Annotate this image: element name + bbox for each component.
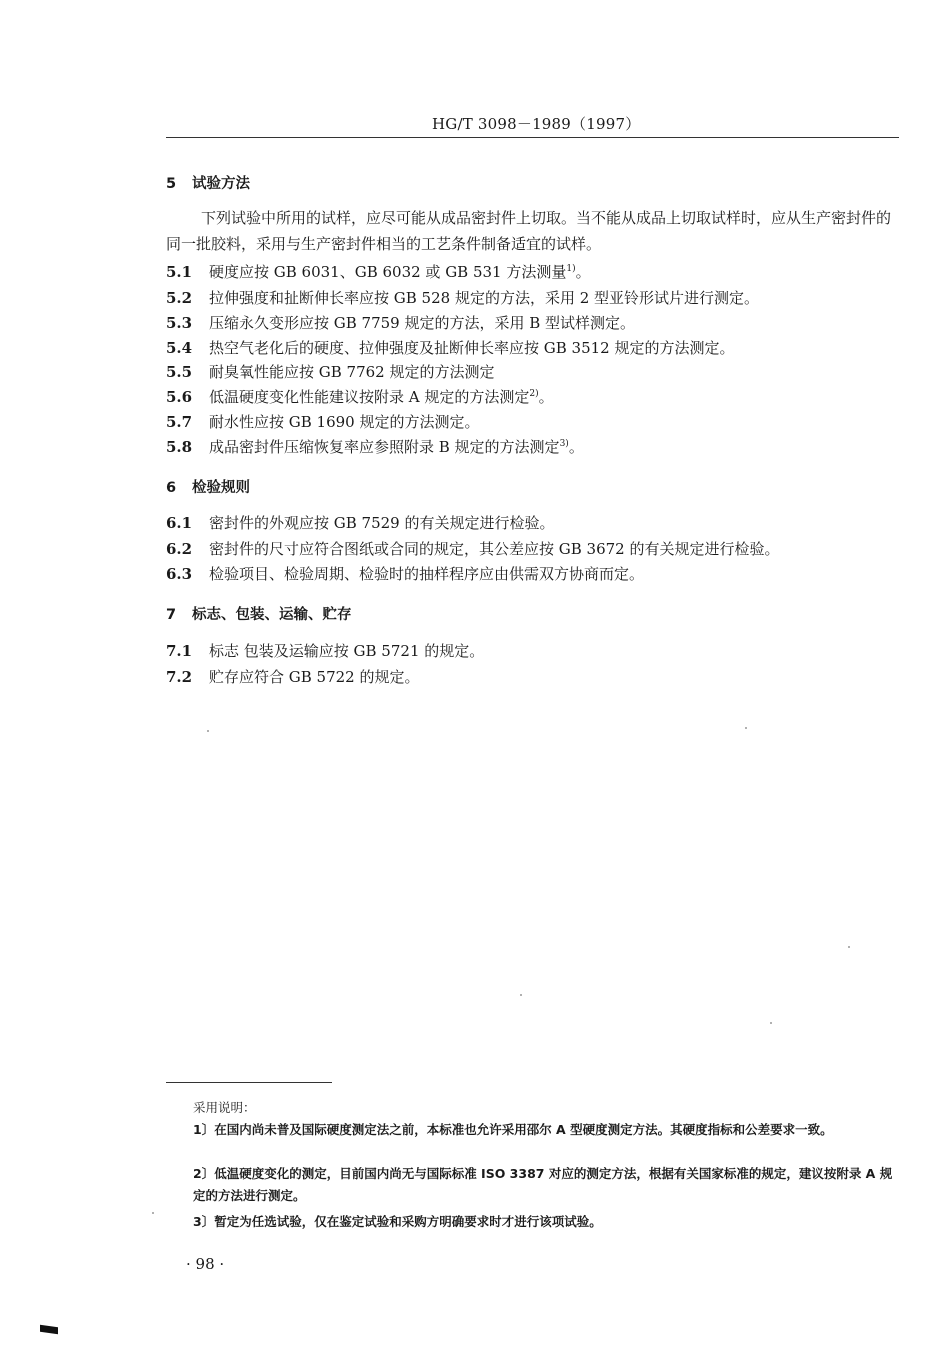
scan-speck [207,730,209,732]
section-title: 标志、包装、运输、贮存 [192,607,352,623]
intro-paragraph: 下列试验中所用的试样，应尽可能从成品密封件上切取。当不能从成品上切取试样时，应从生产密封件的同一批胶料，采用与生产密封件相当的工艺条件制备适宜的试样。 [166,209,892,253]
clause-text: 热空气老化后的硬度、拉伸强度及扯断伸长率应按 GB 3512 规定的方法测定。 [209,339,735,357]
clause-number: 5.3 [166,314,193,332]
clause-5-7 [166,411,480,432]
clause-number: 5.4 [166,339,193,357]
scan-speck [745,727,747,729]
clause-number: 6.3 [166,565,193,583]
clause-text: 耐水性应按 GB 1690 规定的方法测定。 [209,413,480,431]
footnote-title: 采用说明： [193,1100,256,1115]
clause-number: 7.1 [166,642,193,660]
footnote-2: 2〕低温硬度变化的测定，目前国内尚无与国际标准 ISO 3387 对应的测定方法，根据有关国家标准的规定，建议按附录 A 规定的方法进行测定。 [193,1166,893,1203]
scan-speck [152,1212,154,1214]
section-number: 7 [166,607,177,623]
clause-text: 成品密封件压缩恢复率应参照附录 B 规定的方法测定 [209,438,560,456]
clause-6-1 [166,512,555,533]
scan-mark [40,1325,58,1335]
clause-tail: 。 [575,263,591,281]
clause-number: 6.1 [166,514,193,532]
clause-5-6 [166,386,554,407]
clause-text: 检验项目、检验周期、检验时的抽样程序应由供需双方协商而定。 [209,565,645,583]
section-title: 试验方法 [192,176,250,192]
footnote-1: 1〕在国内尚未普及国际硬度测定法之前，本标准也允许采用邵尔 A 型硬度测定方法。其硬度指标和公差要求一致。 [193,1122,833,1137]
clause-5-8 [166,436,584,457]
clause-number: 6.2 [166,540,193,558]
clause-text: 密封件的尺寸应符合图纸或合同的规定，其公差应按 GB 3672 的有关规定进行检验。 [209,540,780,558]
clause-number: 5.7 [166,413,193,431]
section-title: 检验规则 [192,480,250,496]
clause-text: 硬度应按 GB 6031、GB 6032 或 GB 531 方法测量 [209,263,567,281]
clause-7-1 [166,640,484,661]
section-number: 5 [166,176,177,192]
footnote-3: 3〕暂定为任选试验，仅在鉴定试验和采购方明确要求时才进行该项试验。 [193,1214,602,1229]
footnote-rule [166,1082,332,1083]
clause-number: 7.2 [166,668,193,686]
clause-text: 标志 包装及运输应按 GB 5721 的规定。 [209,642,485,660]
section-heading-5 [166,172,250,193]
clause-number: 5.2 [166,289,193,307]
clause-text: 低温硬度变化性能建议按附录 A 规定的方法测定 [209,388,530,406]
clause-number: 5.1 [166,263,193,281]
clause-text: 贮存应符合 GB 5722 的规定。 [209,668,420,686]
clause-6-2 [166,538,780,559]
scan-speck [520,994,522,996]
footnote-ref-2: 2) [529,389,539,399]
clause-number: 5.5 [166,363,193,381]
footnote-ref-3: 3) [559,439,569,449]
clause-tail: 。 [538,388,554,406]
section-heading-6 [166,476,250,497]
clause-text: 密封件的外观应按 GB 7529 的有关规定进行检验。 [209,514,555,532]
clause-text: 拉伸强度和扯断伸长率应按 GB 528 规定的方法，采用 2 型亚铃形试片进行测定。 [209,289,760,307]
clause-5-2 [166,287,759,308]
clause-5-1 [166,261,591,282]
clause-text: 耐臭氧性能应按 GB 7762 规定的方法测定 [209,363,495,381]
clause-6-3 [166,563,644,584]
clause-5-5 [166,361,495,382]
clause-tail: 。 [568,438,584,456]
footnote-ref-1: 1) [566,264,576,274]
header-rule [166,137,899,138]
scan-speck [770,1022,772,1024]
section-heading-7 [166,603,352,624]
clause-5-3 [166,312,635,333]
clause-number: 5.8 [166,438,193,456]
scan-speck [848,946,850,948]
section-number: 6 [166,480,177,496]
clause-number: 5.6 [166,388,193,406]
standard-code-header: HG/T 3098－1989（1997） [432,115,641,133]
clause-7-2 [166,666,419,687]
page-number: · 98 · [186,1255,225,1273]
clause-5-4 [166,337,735,358]
clause-text: 压缩永久变形应按 GB 7759 规定的方法，采用 B 型试样测定。 [209,314,636,332]
